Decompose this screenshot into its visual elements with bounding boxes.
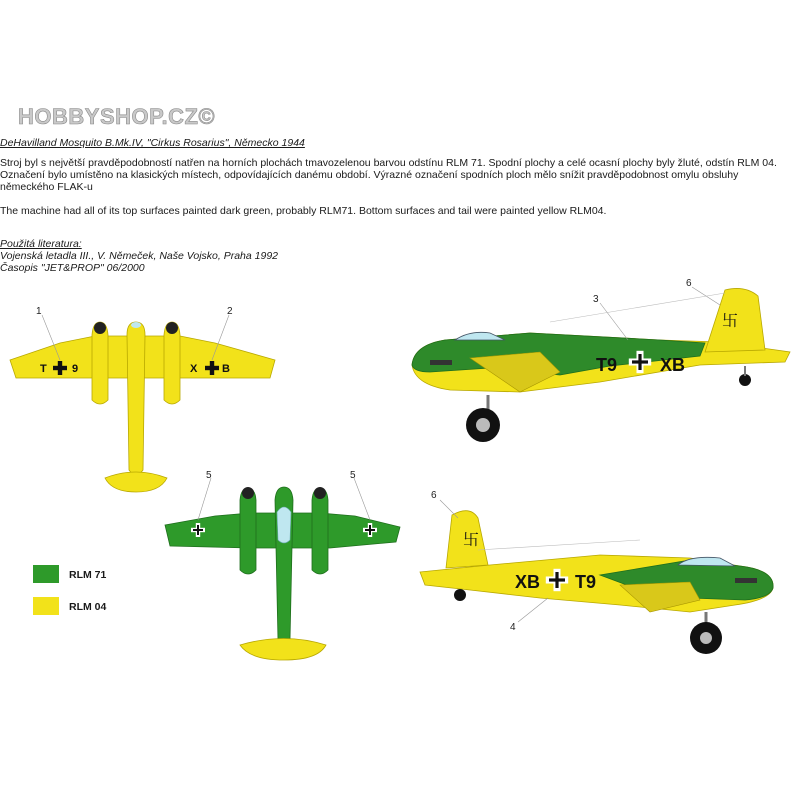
- legend-label-rlm04: RLM 04: [69, 601, 107, 613]
- callout-number: 2: [227, 306, 233, 317]
- code-letter: 9: [72, 363, 79, 375]
- code-letter: B: [222, 363, 230, 375]
- description-czech: Stroj byl s největší pravděpodobností natřen na horních plochách tmavozelenou barvou odstínu RLM 71. Spodní plochy a celé ocasní plochy byly žluté, odstín RLM 04. Označení bylo umístěno na klasických místech, odpovídajících danému období. Výrazné označení spodních ploch mělo snížit pravděpodobnost omylu obsluhy německého FLAK-u: [0, 157, 777, 193]
- left-side-profile: [420, 490, 773, 654]
- code-letter: X: [190, 363, 198, 375]
- callout-number: 6: [431, 490, 437, 501]
- bottom-view-aircraft: [10, 306, 275, 492]
- swastika-icon: 卐: [722, 313, 739, 330]
- top-view-aircraft: [165, 470, 400, 660]
- fuselage-code: XB: [660, 355, 686, 375]
- callout-number: 4: [510, 622, 516, 633]
- callout-number: 6: [686, 278, 692, 289]
- fuselage-code: T9: [575, 572, 597, 592]
- swastika-icon: 卐: [463, 532, 480, 549]
- callout-number: 5: [206, 470, 212, 481]
- reference-item: Vojenská letadla III., V. Němeček, Naše Vojsko, Praha 1992: [0, 250, 279, 262]
- callout-number: 3: [593, 294, 599, 305]
- fuselage-code: T9: [596, 355, 618, 375]
- legend-label-rlm71: RLM 71: [69, 569, 107, 581]
- reference-item: Časopis "JET&PROP" 06/2000: [0, 262, 145, 274]
- plate-title: DeHavilland Mosquito B.Mk.IV, "Cirkus Rosarius", Německo 1944: [0, 137, 305, 149]
- code-letter: T: [40, 363, 47, 375]
- callout-number: 1: [36, 306, 42, 317]
- fuselage-code: XB: [515, 572, 541, 592]
- description-english: The machine had all of its top surfaces painted dark green, probably RLM71. Bottom surfaces and tail were painted yellow RLM04.: [0, 205, 607, 217]
- watermark-logo: HOBBYSHOP.CZ©: [18, 104, 216, 129]
- right-side-profile: [412, 278, 790, 442]
- references-heading: Použitá literatura:: [0, 238, 82, 250]
- callout-number: 5: [350, 470, 356, 481]
